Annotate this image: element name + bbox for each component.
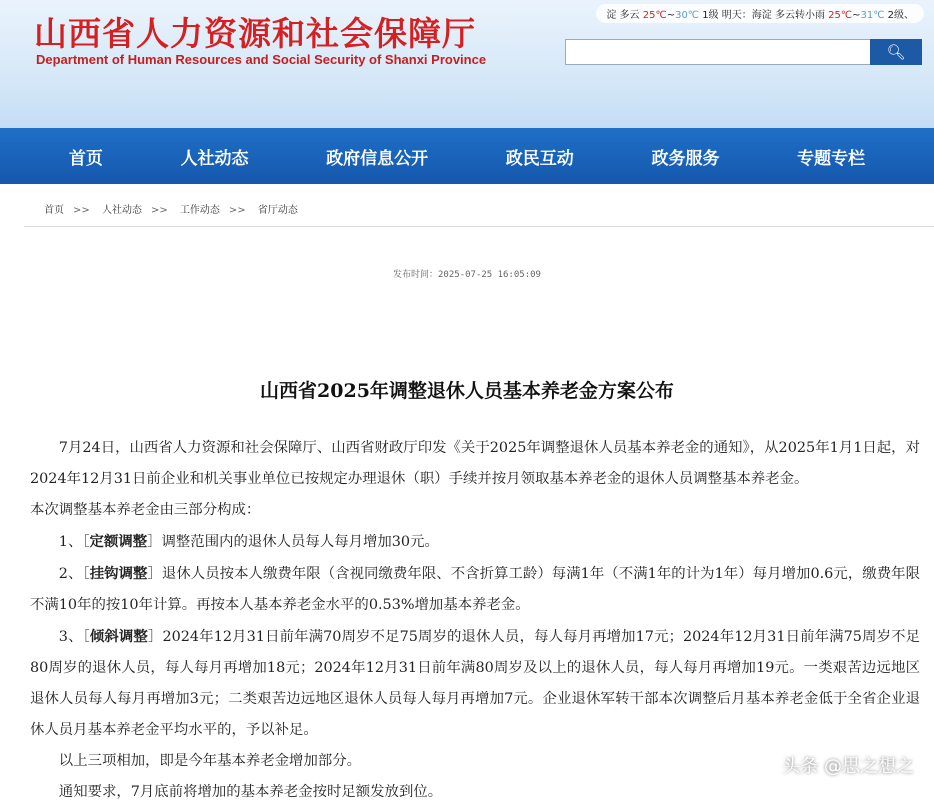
crumb-dept[interactable]: 省厅动态 bbox=[257, 205, 298, 216]
nav-interaction[interactable]: 政民互动 bbox=[505, 148, 574, 169]
article-title: 山西省2025年调整退休人员基本养老金方案公布 bbox=[260, 380, 674, 402]
item-2: 2、［挂钩调整］退休人员按本人缴费年限（含视同缴费年限、不含折算工龄）每满1年（不满1年的计为1年）每月增加0.6元，缴费年限不满10年的按10年计算。再按本人基本养老金水平的0.53%增加基本养老金。 bbox=[30, 565, 920, 613]
search-button[interactable] bbox=[870, 39, 922, 65]
item-3: 3、［倾斜调整］2024年12月31日前年满70周岁不足75周岁的退休人员，每人每月再增加17元；2024年12月31日前年满75周岁不足80周岁的退休人员，每人每月再增加18元；2024年12月31日前年满80周岁及以上的退休人员，每人每月再增加19元。一类艰苦边远地区退休人员每人每月再增加3元；二类艰苦边远地区退休人员每人每月再增加7元。企业退休军转干部本次调整后月基本养老金低于全省企业退休人员月基本养老金平均水平的，予以补足。 bbox=[30, 628, 920, 738]
paragraph: 以上三项相加，即是今年基本养老金增加部分。 bbox=[58, 753, 362, 769]
divider bbox=[24, 226, 934, 227]
watermark: 头条 @思之想之 bbox=[782, 756, 914, 777]
item-1: 1、［定额调整］调整范围内的退休人员每人每月增加30元。 bbox=[58, 533, 439, 550]
nav-news[interactable]: 人社动态 bbox=[180, 148, 249, 169]
crumb-news[interactable]: 人社动态 bbox=[101, 205, 142, 216]
site-title-en: Department of Human Resources and Social Security of Shanxi Province bbox=[36, 52, 487, 67]
nav-home[interactable]: 首页 bbox=[68, 148, 103, 169]
main-nav bbox=[0, 128, 934, 184]
site-title: 山西省人力资源和社会保障厅 bbox=[34, 14, 476, 53]
crumb-home[interactable]: 首页 bbox=[44, 205, 64, 216]
search-icon: 🔍︎ bbox=[886, 44, 906, 61]
search-bar bbox=[565, 39, 922, 65]
nav-gov-info[interactable]: 政府信息公开 bbox=[326, 148, 429, 169]
paragraph: 本次调整基本养老金由三部分构成： bbox=[30, 502, 261, 518]
crumb-work[interactable]: 工作动态 bbox=[179, 205, 220, 216]
paragraph: 通知要求，7月底前将增加的基本养老金按时足额发放到位。 bbox=[58, 784, 443, 800]
nav-services[interactable]: 政务服务 bbox=[651, 148, 720, 169]
weather-ticker: 淀 多云 25℃~30℃ 1级 明天：海淀 多云转小雨 25℃~31℃ 2级、 bbox=[596, 4, 924, 23]
search-input[interactable] bbox=[565, 39, 870, 65]
paragraph: 7月24日，山西省人力资源和社会保障厅、山西省财政厅印发《关于2025年调整退休人员基本养老金的通知》，从2025年1月1日起，对2024年12月31日前企业和机关事业单位已按规定办理退休（职）手续并按月领取基本养老金的退休人员调整基本养老金。 bbox=[30, 440, 920, 487]
publish-time: 发布时间：2025-07-25 16:05:09 bbox=[393, 270, 541, 280]
nav-topics[interactable]: 专题专栏 bbox=[797, 148, 866, 169]
breadcrumb: 首页 >> 人社动态 >> 工作动态 >> 省厅动态 bbox=[44, 205, 298, 216]
site-header bbox=[0, 0, 934, 128]
